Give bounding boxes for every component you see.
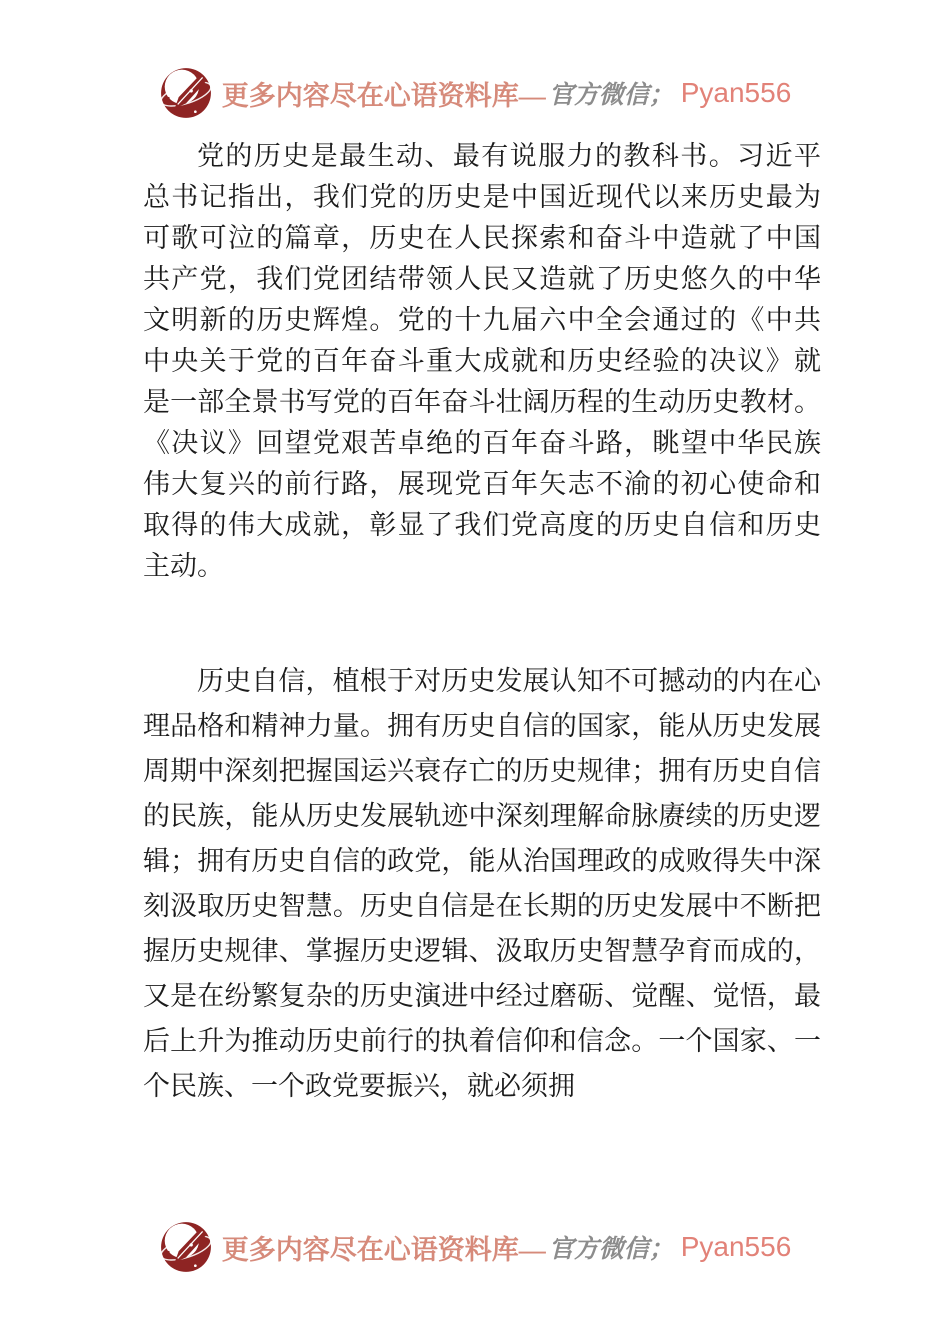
pen-nib-logo-icon	[159, 66, 213, 120]
text-line: 理品格和精神力量。拥有历史自信的国家，能从历史发展	[143, 711, 821, 741]
paragraph-2	[143, 659, 821, 1109]
text-line: 取得的伟大成就，彰显了我们党高度的历史自信和历史	[143, 510, 821, 540]
text-line: 可歌可泣的篇章，历史在人民探索和奋斗中造就了中国	[143, 223, 821, 253]
text-line: 中央关于党的百年奋斗重大成就和历史经验的决议》就	[143, 346, 821, 376]
text-line: 总书记指出，我们党的历史是中国近现代以来历史最为	[143, 182, 821, 212]
text-line: 的民族，能从历史发展轨迹中深刻理解命脉赓续的历史逻	[143, 801, 821, 831]
text-line: 共产党，我们党团结带领人民又造就了历史悠久的中华	[143, 264, 821, 294]
text-line: 周期中深刻把握国运兴衰存亡的历史规律；拥有历史自信	[143, 756, 821, 786]
text-line: 刻汲取历史智慧。历史自信是在长期的历史发展中不断把	[143, 891, 821, 921]
paragraph-1	[143, 136, 821, 587]
watermark-header	[0, 66, 950, 120]
watermark-wechat-id: Pyan556	[680, 77, 792, 108]
pen-nib-logo-icon	[159, 1220, 213, 1274]
watermark-wechat-label: 官方微信；	[548, 1236, 674, 1263]
watermark-footer	[0, 1220, 950, 1274]
text-line: 党的历史是最生动、最有说服力的教科书。习近平	[197, 141, 821, 171]
watermark-wechat-id: Pyan556	[680, 1231, 792, 1262]
text-line: 握历史规律、掌握历史逻辑、汲取历史智慧孕育而成的，	[143, 936, 821, 966]
text-line: 《决议》回望党艰苦卓绝的百年奋斗路，眺望中华民族	[143, 428, 821, 458]
text-line: 伟大复兴的前行路，展现党百年矢志不渝的初心使命和	[143, 469, 821, 499]
text-line: 历史自信，植根于对历史发展认知不可撼动的内在心	[197, 666, 821, 696]
text-line: 是一部全景书写党的百年奋斗壮阔历程的生动历史教材。	[143, 387, 821, 417]
watermark-brand-text: 更多内容尽在心语资料库—	[221, 1234, 546, 1265]
text-line: 后上升为推动历史前行的执着信仰和信念。一个国家、一	[143, 1026, 821, 1056]
text-line: 个民族、一个政党要振兴，就必须拥	[143, 1071, 575, 1101]
text-line: 又是在纷繁复杂的历史演进中经过磨砺、觉醒、觉悟，最	[143, 981, 821, 1011]
text-line: 主动。	[143, 551, 224, 581]
watermark-brand-text: 更多内容尽在心语资料库—	[221, 80, 546, 111]
watermark-wechat-label: 官方微信；	[548, 82, 674, 109]
text-line: 文明新的历史辉煌。党的十九届六中全会通过的《中共	[143, 305, 821, 335]
text-line: 辑；拥有历史自信的政党，能从治国理政的成败得失中深	[143, 846, 821, 876]
document-page	[143, 136, 821, 1109]
